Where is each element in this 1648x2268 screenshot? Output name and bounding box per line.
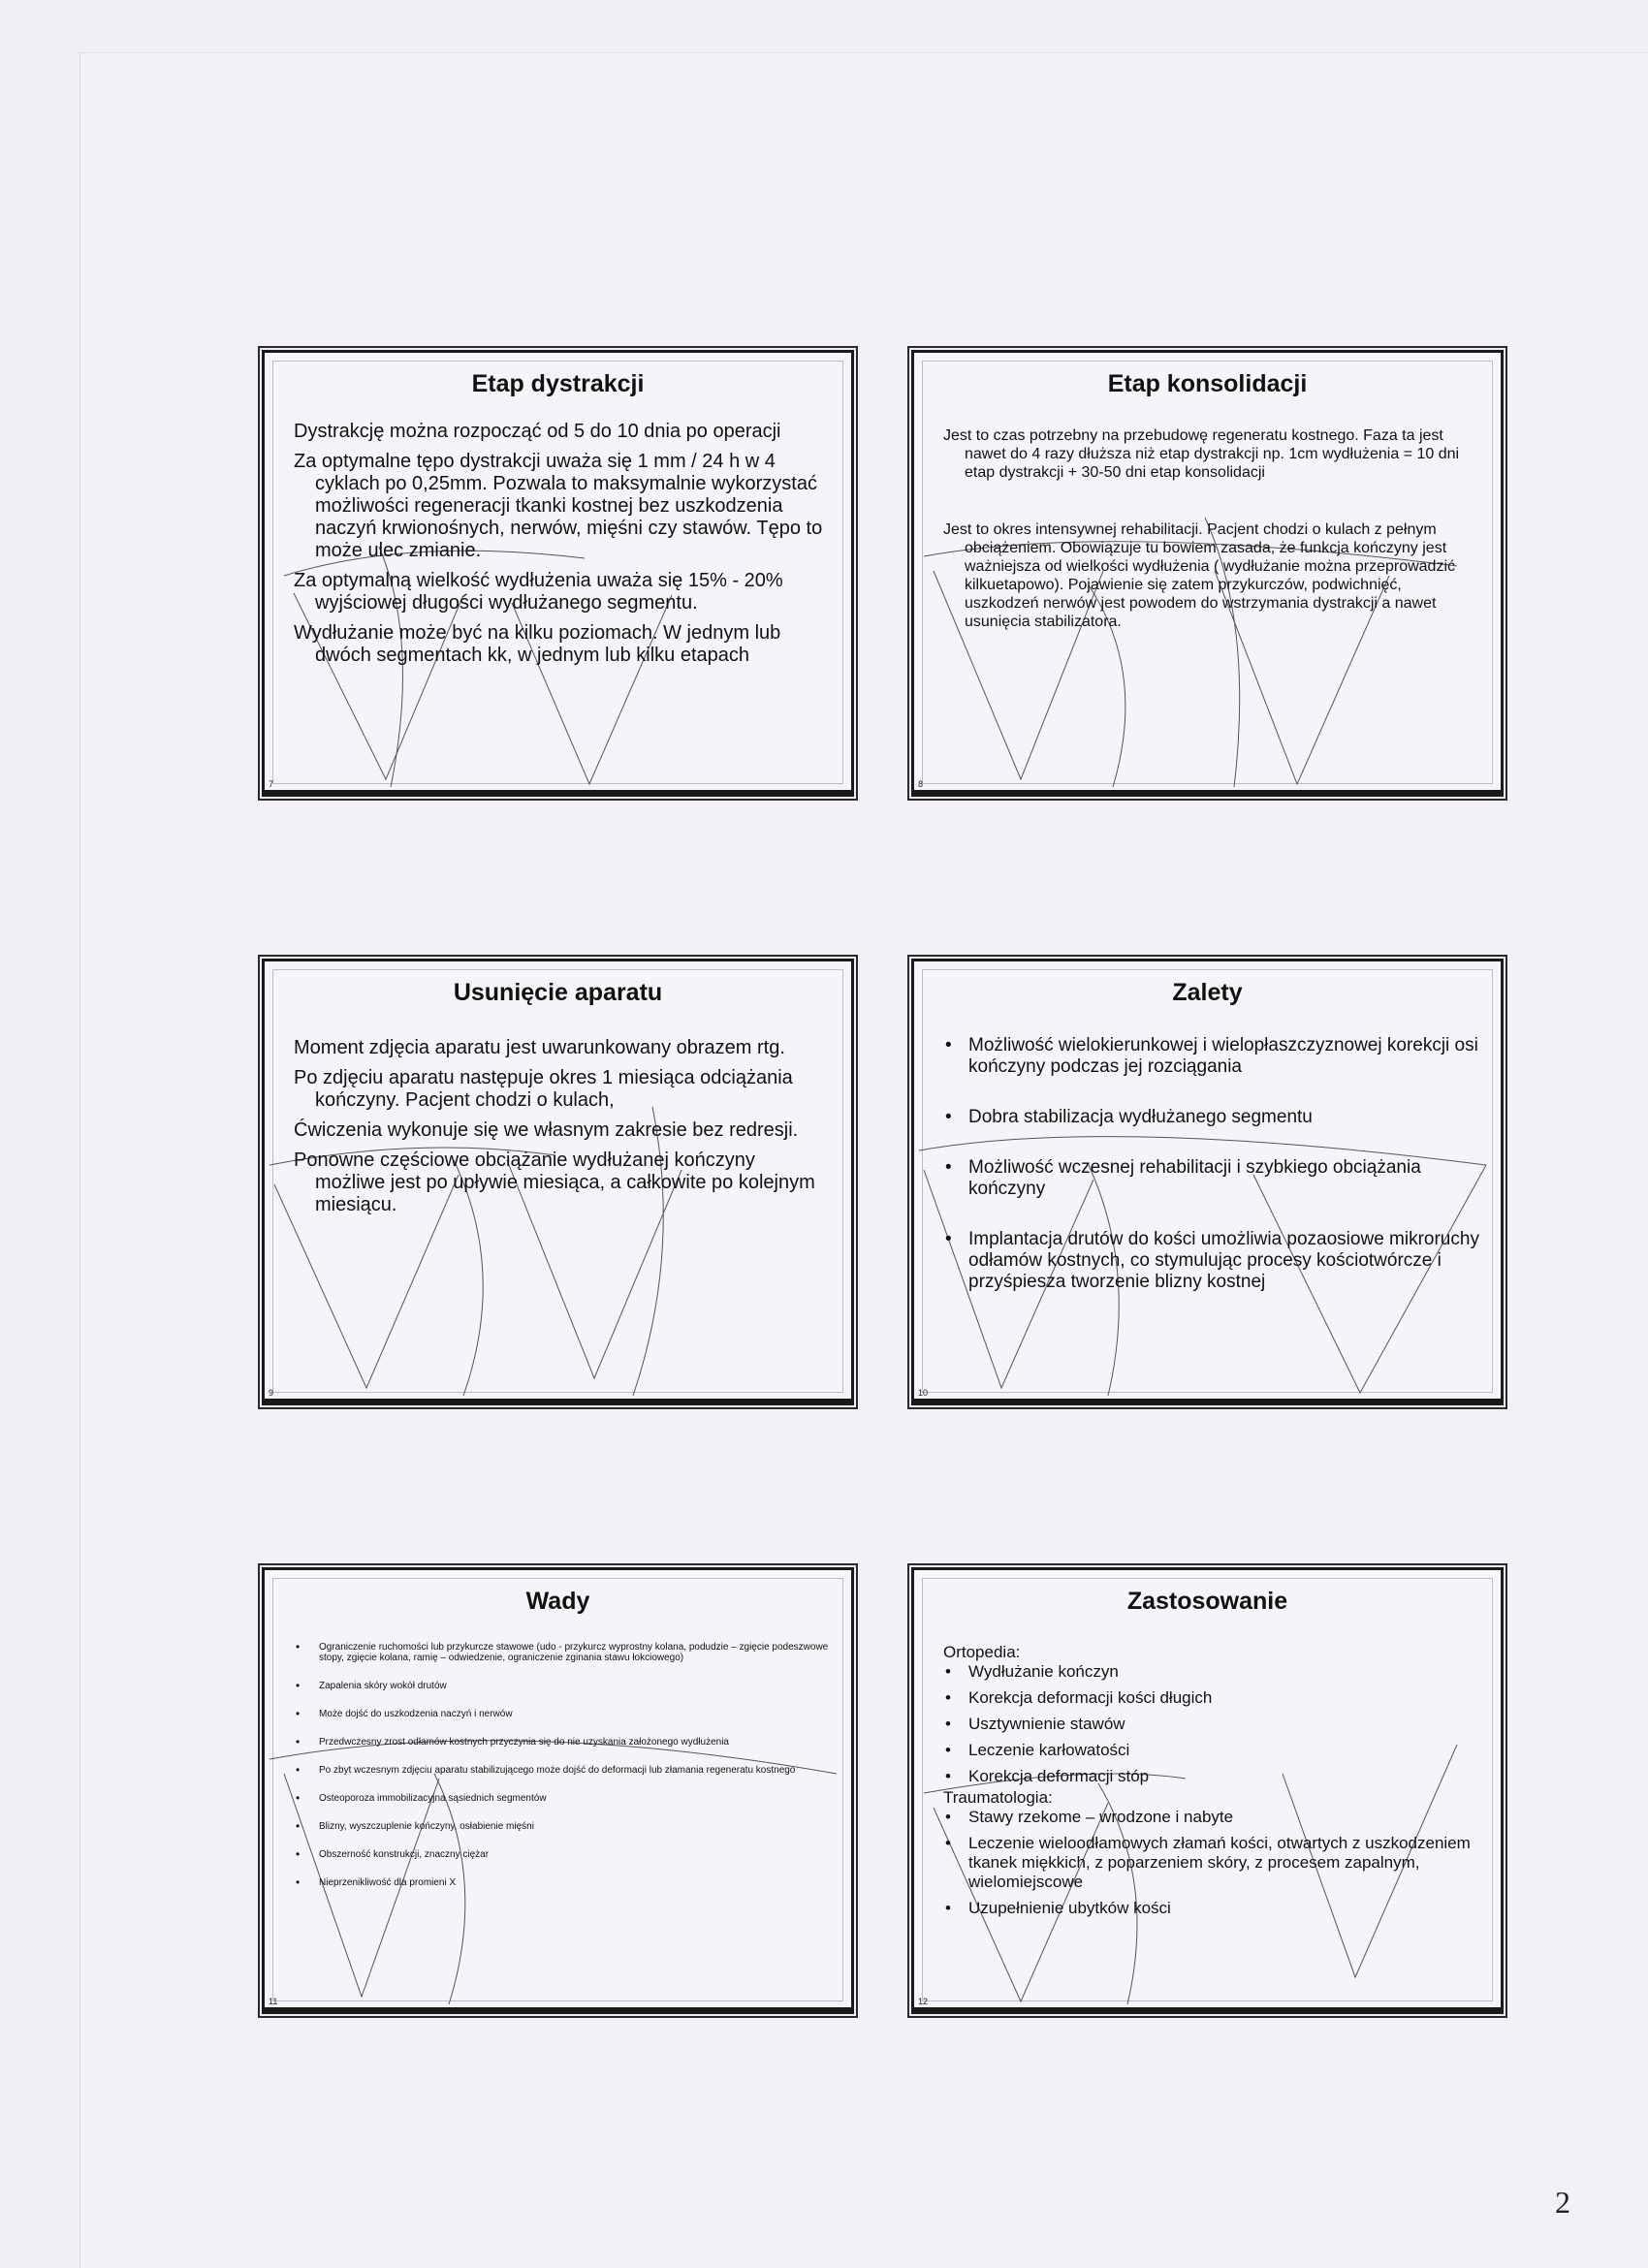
list-item: • Osteoporoza immobilizacyjna sąsiednich segmentów [294, 1793, 830, 1804]
list-item: • Wydłużanie kończyn [943, 1662, 1479, 1682]
bullet-list [294, 1642, 830, 1906]
paragraph: Po zdjęciu aparatu następuje okres 1 miesiąca odciążania kończyny. Pacjent chodzi o kulach, [294, 1067, 793, 1111]
paragraph: Za optymalne tępo dystrakcji uważa się 1 mm / 24 h w 4 cyklach po 0,25mm. Pozwala to maksymalnie wykorzystać możliwości regeneracji tkanki kostnej bez uszkodzenia naczyń krwionośnych, nerwów, mięśni czy stawów. Tępo to może ulec zmianie. [294, 451, 823, 561]
slide-etap-dystrakcji [262, 350, 854, 797]
list-item: • Dobra stabilizacja wydłużanego segmentu [943, 1107, 1479, 1128]
slide-number: 9 [269, 1388, 274, 1398]
list-item: • Usztywnienie stawów [943, 1715, 1479, 1734]
slide-bottom-bar [914, 2007, 1501, 2011]
bullet-list [943, 1035, 1479, 1293]
slide-title: Zastosowanie [1126, 1588, 1288, 1615]
list-item: • Leczenie wieloodłamowych złamań kości, otwartych z uszkodzeniem tkanek miękkich, z poparzeniem skóry, z procesem zapalnym, wielomiejscowe [943, 1834, 1479, 1892]
list-item: • Korekcja deformacji kości długich [943, 1688, 1479, 1708]
slide-number: 12 [918, 1997, 929, 2006]
slide-bottom-bar [914, 1399, 1501, 1402]
paragraph: Ćwiczenia wykonuje się we własnym zakresie bez redresji. [294, 1119, 799, 1141]
list-item: • Przedwczesny zrost odłamów kostnych przyczynia się do nie uzyskania założonego wydłużenia [294, 1737, 830, 1748]
list-item: • Uzupełnienie ubytków kości [943, 1899, 1479, 1918]
slide-number: 11 [269, 1997, 278, 2006]
slide-etap-konsolidacji [911, 350, 1504, 797]
list-item: • Zapalenia skóry wokół drutów [294, 1681, 830, 1691]
slide-body [294, 421, 830, 675]
slide-bottom-bar [914, 790, 1501, 794]
list-item: • Możliwość wczesnej rehabilitacji i szybkiego obciążania kończyny [943, 1157, 1479, 1200]
list-item: • Stawy rzekome – wrodzone i nabyte [943, 1808, 1479, 1827]
slide-number: 8 [918, 779, 924, 789]
slide-title: Wady [525, 1588, 590, 1615]
slide-title: Etap dystrakcji [471, 370, 645, 397]
list-item: • Implantacja drutów do kości umożliwia pozaosiowe mikroruchy odłamów kostnych, co stymulując procesy kościotwórcze i przyśpiesza tworzenie blizny kostnej [943, 1229, 1479, 1293]
slide-usuniecie-aparatu [262, 959, 854, 1405]
list-item: • Korekcja deformacji stóp [943, 1767, 1479, 1786]
slide-bottom-bar [265, 790, 851, 794]
slide-body [943, 426, 1479, 639]
page-number: 2 [1555, 2185, 1570, 2220]
slide-body [943, 1643, 1479, 1918]
list-item: • Ograniczenie ruchomości lub przykurcze stawowe (udo - przykurcz wyprostny kolana, podudzie – zgięcie podeszwowe stopy, zgięcie kolana, ramię – odwiedzenie, ograniczenie zginania stawu łokciowego) [294, 1642, 830, 1663]
list-item: • Nieprzenikliwość dla promieni X [294, 1877, 830, 1888]
paragraph: Ponowne częściowe obciążanie wydłużanej kończyny możliwe jest po upływie miesiąca, a całkowite po kolejnym miesiącu. [294, 1150, 815, 1215]
list-item: • Możliwość wielokierunkowej i wielopłaszczyznowej korekcji osi kończyny podczas jej rozciągania [943, 1035, 1479, 1078]
slide-number: 10 [918, 1388, 929, 1398]
list-item: • Obszerność konstrukcji, znaczny ciężar [294, 1849, 830, 1860]
paragraph: Za optymalną wielkość wydłużenia uważa się 15% - 20% wyjściowej długości wydłużanego segmentu. [294, 570, 783, 614]
slide-body [294, 1037, 830, 1224]
list-item: • Po zbyt wczesnym zdjęciu aparatu stabilizującego może dojść do deformacji lub złamania regeneratu kostnego [294, 1765, 830, 1776]
slide-title: Zalety [1172, 979, 1243, 1006]
slide-bottom-bar [265, 2007, 851, 2011]
slide-number: 7 [269, 779, 274, 789]
section-heading: Ortopedia: [943, 1643, 1021, 1661]
paragraph: Moment zdjęcia aparatu jest uwarunkowany obrazem rtg. [294, 1037, 785, 1058]
slide-title: Usunięcie aparatu [453, 979, 663, 1006]
paragraph: Jest to czas potrzebny na przebudowę regeneratu kostnego. Faza ta jest nawet do 4 razy dłuższa niż etap dystrakcji np. 1cm wydłużenia = 10 dni etap dystrakcji + 30-50 dni etap konsolidacji [943, 427, 1460, 481]
paragraph: Jest to okres intensywnej rehabilitacji. Pacjent chodzi o kulach z pełnym obciążeniem. Obowiązuje tu bowiem zasada, że funkcja kończyny jest ważniejsza od wielkości wydłużenia ( wydłużanie można przeprowadzić kilkuetapowo). Pojawienie się zatem przykurczów, podwichnięć, uszkodzeń nerwów jest powodem do wstrzymania dystrakcji a nawet usunięcia stabilizatora. [943, 521, 1456, 630]
paragraph: Wydłużanie może być na kilku poziomach. W jednym lub dwóch segmentach kk, w jednym lub kilku etapach [294, 622, 781, 666]
slide-wady [262, 1567, 854, 2014]
bullet-list [943, 1662, 1479, 1786]
slide-title: Etap konsolidacji [1107, 370, 1308, 397]
slide-bottom-bar [265, 1399, 851, 1402]
slide-zastosowanie [911, 1567, 1504, 2014]
bullet-list [943, 1808, 1479, 1918]
section-heading: Traumatologia: [943, 1788, 1053, 1807]
list-item: • Może dojść do uszkodzenia naczyń i nerwów [294, 1709, 830, 1719]
paragraph: Dystrakcję można rozpocząć od 5 do 10 dnia po operacji [294, 421, 781, 442]
slide-zalety [911, 959, 1504, 1405]
list-item: • Leczenie karłowatości [943, 1741, 1479, 1760]
list-item: • Blizny, wyszczuplenie kończyny, osłabienie mięśni [294, 1821, 830, 1832]
